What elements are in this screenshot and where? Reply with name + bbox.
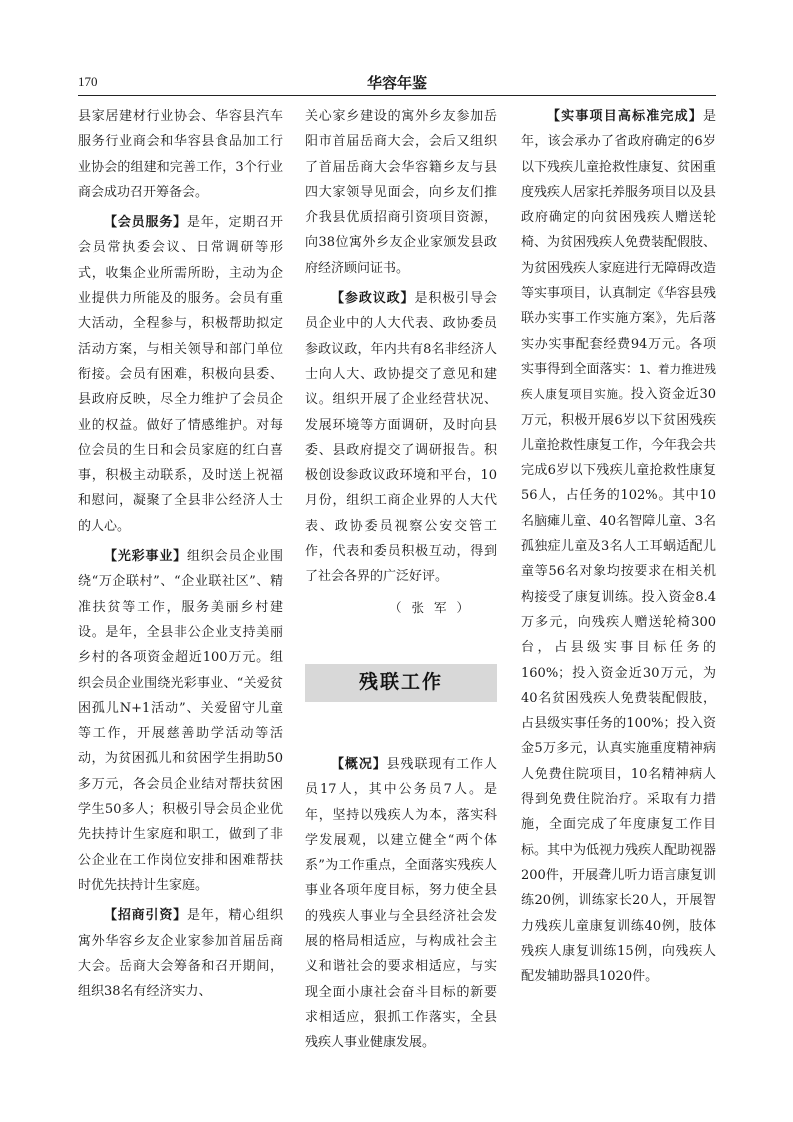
section-tag: 【会员服务】: [104, 215, 187, 231]
paragraph-text: 是年，该会承办了省政府确定的6岁以下残疾儿童抢救性康复、贫困重度残疾人居家托养服务项目以及县政府确定的向贫困残疾人赠送轮椅、为贫困残疾人免费装配假肢、为贫困残疾人家庭进行无障碍改造等实事项目，认真制定《华容县残联办实事工作实施方案》，先后落实办实事配套经费94万元。各项实事得到全面落实：: [521, 109, 717, 377]
subheading-inline: 1、着力推进残疾人康复项目实施。: [521, 361, 716, 402]
book-title: 华容年鉴: [366, 74, 427, 92]
column-middle: [305, 104, 497, 1061]
paragraph-guangcai: [78, 544, 283, 898]
paragraph-text: 是积极引导会员企业中的人大代表、政协委员参政议政，年内共有8名非经济人士向人大、政协提交了意见和建议。组织开展了企业经营状况、发展环境等方面调研，及时向县委、县政府提交了调研报告。积极创设参政议政环境和平台，10月份，组织工商企业界的人大代表、政协委员视察公安交管工作，代表和委员积极互动，得到了社会各界的广泛好评。: [305, 291, 497, 585]
section-tag: 【实事项目高标准完成】: [547, 109, 703, 124]
paragraph-projects: [521, 104, 716, 989]
paragraph-text: 县残联现有工作人员17人，其中公务员7人。是年，坚持以残疾人为本，落实科学发展观，以建立健全“两个体系”为工作重点，全面落实残疾人事业各项年度目标，努力使全县的残疾人事业与全县经济社会发展的格局相适应，与构成社会主义和谐社会的要求相适应，与实现全面小康社会奋斗目标的新要求相适应，狠抓工作落实，全县残疾人事业健康发展。: [305, 756, 497, 1051]
page-header: [78, 72, 716, 94]
paragraph-text: 组织会员企业围绕“万企联村”、“企业联社区”、精准扶贫等工作，服务美丽乡村建设。是年，全县非公企业支持美丽乡村的各项资金超近100万元。组织会员企业围绕光彩事业、“关爱贫困孤儿N+1活动”、关爱留守儿童等工作，开展慈善助学活动等活动，为贫困孤儿和贫困学生捐助50多万元，各会员企业结对帮扶贫困学生50多人；积极引导会员企业优先扶持计生家庭和职工，做到了非公企业在工作岗位安排和困难帮扶时优先扶持计生家庭。: [78, 549, 283, 893]
section-tag: 【光彩事业】: [104, 549, 187, 565]
author-credit: （张军）: [388, 599, 479, 615]
paragraph-participation: [305, 286, 497, 590]
page-number: 170: [78, 74, 98, 89]
paragraph-text: 投入资金近30万元，积极开展6岁以下贫困残疾儿童抢救性康复工作，今年我会共完成6岁以下残疾儿童抢救性康复56人，占任务的102%。其中10名脑瘫儿童、40名智障儿童、3名孤独症儿童及3名人工耳蜗适配儿童等56名对象均按要求在相关机构接受了康复训练。投入资金8.4万多元，向残疾人赠送轮椅300台，占县级实事目标任务的160%；投入资金近30万元，为40名贫困残疾人免费装配假肢，占县级实事任务的100%；投入资金5万多元，认真实施重度精神病人免费住院项目，10名精神病人得到免费住院治疗。采取有力措施，全面完成了年度康复工作目标。其中为低视力残疾人配助视器200件，开展聋儿听力语言康复训练20例，训练家长20人，开展智力残疾儿童康复训练40例，肢体残疾人康复训练15例，向残疾人配发辅助器具1020件。: [521, 387, 717, 985]
section-tag: 【招商引资】: [104, 908, 187, 924]
paragraph-text: 是年，精心组织寓外华容乡友企业家参加首届岳商大会。岳商大会筹备和召开期间，组织38名有经济实力、: [78, 908, 283, 1000]
section-tag: 【参政议政】: [331, 291, 415, 307]
paragraph-member-service: [78, 210, 283, 539]
paragraph-overview: [305, 752, 497, 1056]
paragraph: 关心家乡建设的寓外乡友参加岳阳市首届岳商大会，会后又组织了首届岳商大会华容籍乡友与县四大家领导见面会，向乡友们推介我县优质招商引资项目资源，向38位寓外乡友企业家颁发县政府经济顾问证书。: [305, 109, 497, 276]
header-rule: [78, 95, 716, 96]
paragraph: 县家居建材行业协会、华容县汽车服务行业商会和华容县食品加工行业协会的组建和完善工作，3个行业商会成功召开筹备会。: [78, 109, 283, 200]
column-left: [78, 104, 283, 1009]
section-heading: 残联工作: [305, 664, 497, 702]
section-tag: 【概况】: [331, 756, 387, 772]
column-right: [521, 104, 716, 994]
paragraph-text: 是年，定期召开会员常执委会议、日常调研等形式，收集企业所需所盼，主动为企业提供力所能及的服务。会员有重大活动，全程参与，积极帮助拟定活动方案，与相关领导和部门单位衔接。会员有困难，积极向县委、县政府反映，尽全力维护了会员企业的权益。做好了情感维护。对每位会员的生日和会员家庭的红白喜事，积极主动联系，及时送上祝福和慰问，凝聚了全县非公经济人士的人心。: [78, 215, 283, 534]
paragraph-investment: [78, 903, 283, 1004]
